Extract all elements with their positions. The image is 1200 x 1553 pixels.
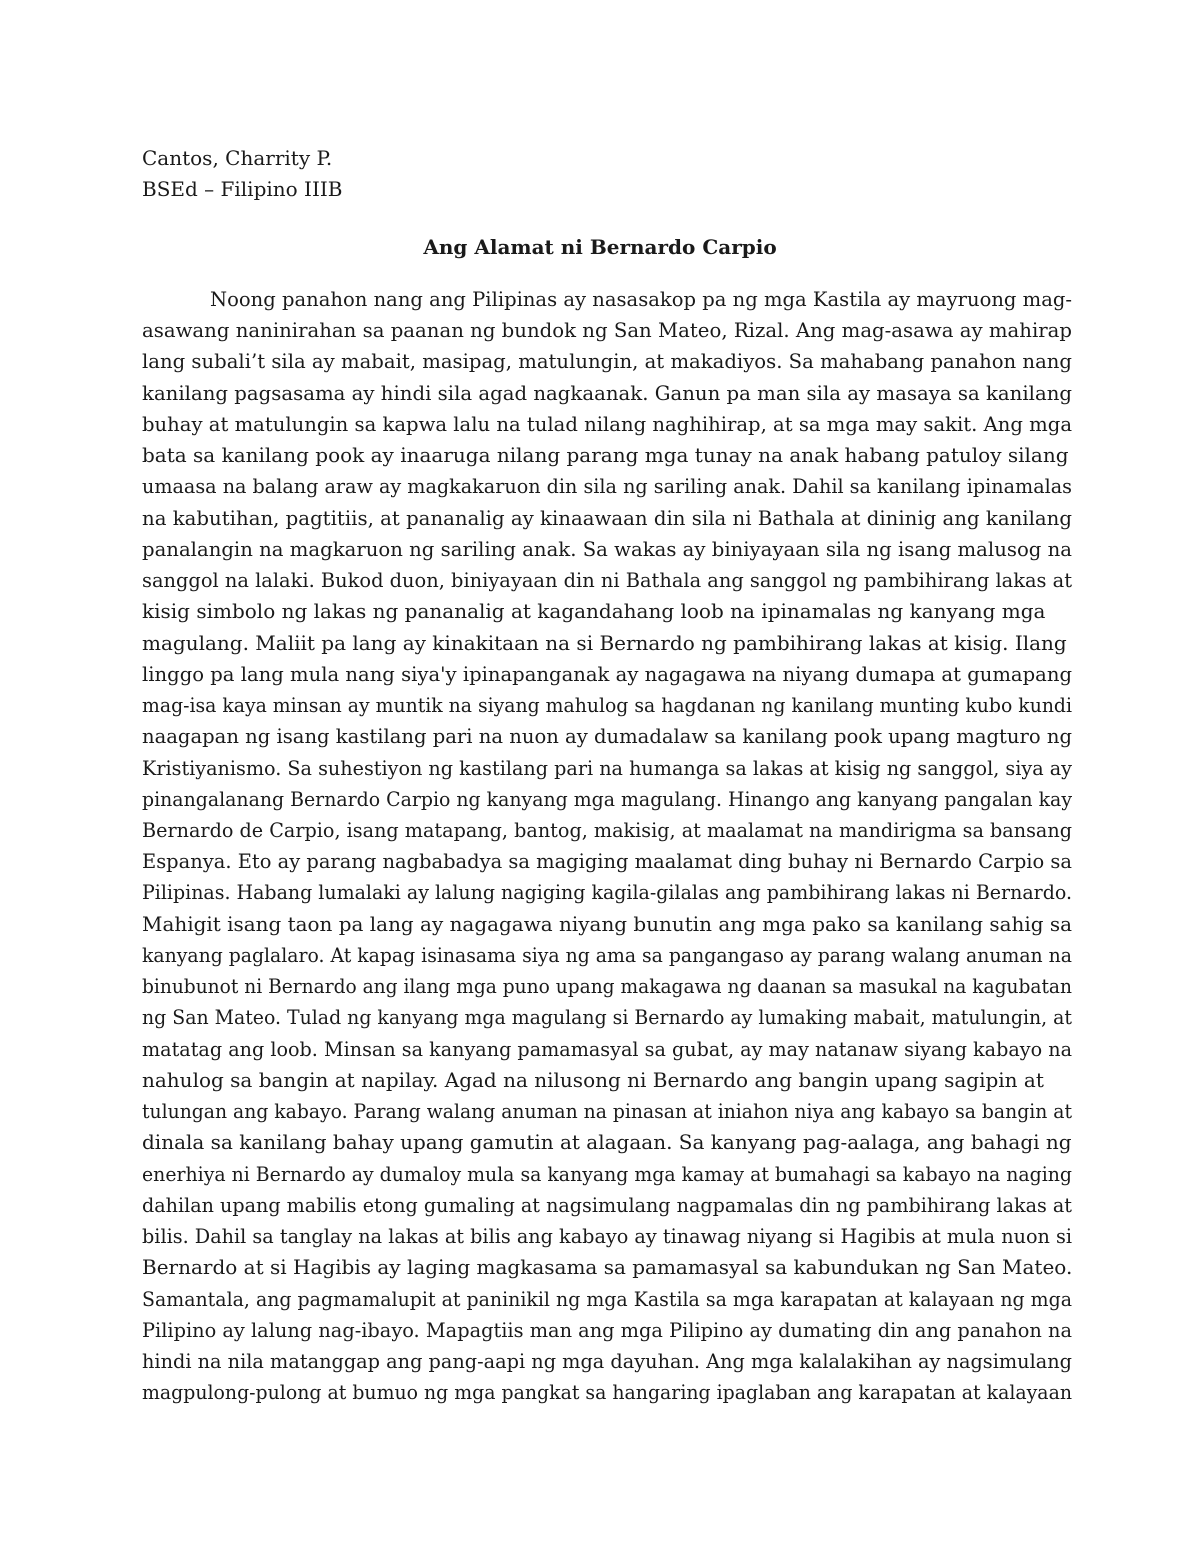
- paragraph-line: enerhiya ni Bernardo ay dumaloy mula sa kanyang mga kamay at bumahagi sa kabayo na naging: [142, 1161, 1072, 1186]
- paragraph-line: matatag ang loob. Minsan sa kanyang pamamasyal sa gubat, ay may natanaw siyang kabayo na: [142, 1036, 1072, 1061]
- paragraph-line: Pilipino ay lalung nag-ibayo. Mapagtiis man ang mga Pilipino ay dumating din ang panahon na: [142, 1317, 1072, 1342]
- paragraph-line: naagapan ng isang kastilang pari na nuon ay dumadalaw sa kanilang pook upang magturo ng: [142, 724, 1072, 749]
- paragraph-line: magpulong-pulong at bumuo ng mga pangkat sa hangaring ipaglaban ang karapatan at kalayaan: [142, 1380, 1072, 1405]
- paragraph-line: Bernardo de Carpio, isang matapang, bantog, makisig, at maalamat na mandirigma sa bansang: [142, 817, 1072, 842]
- paragraph-line: Bernardo at si Hagibis ay laging magkasama sa pamamasyal sa kabundukan ng San Mateo.: [142, 1255, 1073, 1280]
- paragraph-line: tulungan ang kabayo. Parang walang anuman na pinasan at iniahon niya ang kabayo sa bangin at: [142, 1099, 1072, 1124]
- paragraph-line: buhay at matulungin sa kapwa lalu na tulad nilang naghihirap, at sa mga may sakit. Ang mga: [142, 411, 1072, 436]
- paragraph-line: linggo pa lang mula nang siya'y ipinapanganak ay nagagawa na niyang dumapa at gumapang: [142, 661, 1072, 686]
- paragraph-line: bilis. Dahil sa tanglay na lakas at bilis ang kabayo ay tinawag niyang si Hagibis at mula nuon si: [142, 1224, 1072, 1249]
- paragraph-line: nahulog sa bangin at napilay. Agad na nilusong ni Bernardo ang bangin upang sagipin at: [142, 1067, 1044, 1092]
- paragraph-line: lang subali’t sila ay mabait, masipag, matulungin, at makadiyos. Sa mahabang panahon nang: [142, 349, 1072, 374]
- paragraph-line: binubunot ni Bernardo ang ilang mga puno upang makagawa ng daanan sa masukal na kagubatan: [142, 974, 1072, 999]
- paragraph-line: sanggol na lalaki. Bukod duon, biniyayaan din ni Bathala ang sanggol ng pambihirang lakas at: [142, 568, 1072, 593]
- paragraph-line: magulang. Maliit pa lang ay kinakitaan na si Bernardo ng pambihirang lakas at kisig. Ilang: [142, 630, 1067, 655]
- course-section: BSEd – Filipino IIIB: [142, 177, 343, 201]
- paragraph-line: kisig simbolo ng lakas ng pananalig at kagandahang loob na ipinamalas ng kanyang mga: [142, 599, 1046, 624]
- paragraph-line: umaasa na balang araw ay magkakaruon din sila ng sariling anak. Dahil sa kanilang ipinamalas: [142, 474, 1072, 499]
- paragraph-body: [142, 284, 1072, 1408]
- paragraph-line: Noong panahon nang ang Pilipinas ay nasasakop pa ng mga Kastila ay mayruong mag-: [210, 287, 1072, 311]
- paragraph-line: dahilan upang mabilis etong gumaling at nagsimulang nagpamalas din ng pambihirang lakas at: [142, 1192, 1072, 1217]
- author-block: [142, 143, 342, 205]
- paragraph-line: hindi na nila matanggap ang pang-aapi ng mga dayuhan. Ang mga kalalakihan ay nagsimulang: [142, 1348, 1072, 1373]
- author-name: Cantos, Charrity P.: [142, 146, 333, 170]
- document-title: Ang Alamat ni Bernardo Carpio: [423, 235, 777, 259]
- paragraph-line: kanyang paglalaro. At kapag isinasama siya ng ama sa pangangaso ay parang walang anuman na: [142, 942, 1072, 967]
- paragraph-line: pinangalanang Bernardo Carpio ng kanyang mga magulang. Hinango ang kanyang pangalan kay: [142, 786, 1072, 811]
- paragraph-line: mag-isa kaya minsan ay muntik na siyang mahulog sa hagdanan ng kanilang munting kubo kundi: [142, 693, 1072, 718]
- paragraph-line: bata sa kanilang pook ay inaaruga nilang parang mga tunay na anak habang patuloy silang: [142, 443, 1069, 468]
- paragraph-line: Espanya. Eto ay parang nagbabadya sa magiging maalamat ding buhay ni Bernardo Carpio sa: [142, 849, 1072, 874]
- paragraph-line: kanilang pagsasama ay hindi sila agad nagkaanak. Ganun pa man sila ay masaya sa kanilang: [142, 380, 1072, 405]
- paragraph-line: na kabutihan, pagtitiis, at pananalig ay kinaawaan din sila ni Bathala at dininig ang kanilang: [142, 505, 1072, 530]
- paragraph-line: Pilipinas. Habang lumalaki ay lalung nagiging kagila-gilalas ang pambihirang lakas ni Bernardo.: [142, 880, 1072, 905]
- paragraph-line: Mahigit isang taon pa lang ay nagagawa niyang bunutin ang mga pako sa kanilang sahig sa: [142, 911, 1072, 936]
- paragraph-line: ng San Mateo. Tulad ng kanyang mga magulang si Bernardo ay lumaking mabait, matulungin, at: [142, 1005, 1072, 1030]
- paragraph-line: asawang naninirahan sa paanan ng bundok ng San Mateo, Rizal. Ang mag-asawa ay mahirap: [142, 318, 1072, 343]
- paragraph-line: panalangin na magkaruon ng sariling anak. Sa wakas ay biniyayaan sila ng isang malusog na: [142, 536, 1072, 561]
- paragraph-line: Samantala, ang pagmamalupit at paninikil ng mga Kastila sa mga karapatan at kalayaan ng mga: [142, 1286, 1072, 1311]
- paragraph-line: dinala sa kanilang bahay upang gamutin at alagaan. Sa kanyang pag-aalaga, ang bahagi ng: [142, 1130, 1072, 1155]
- paragraph-line: Kristiyanismo. Sa suhestiyon ng kastilang pari na humanga sa lakas at kisig ng sanggol, siya ay: [142, 755, 1072, 780]
